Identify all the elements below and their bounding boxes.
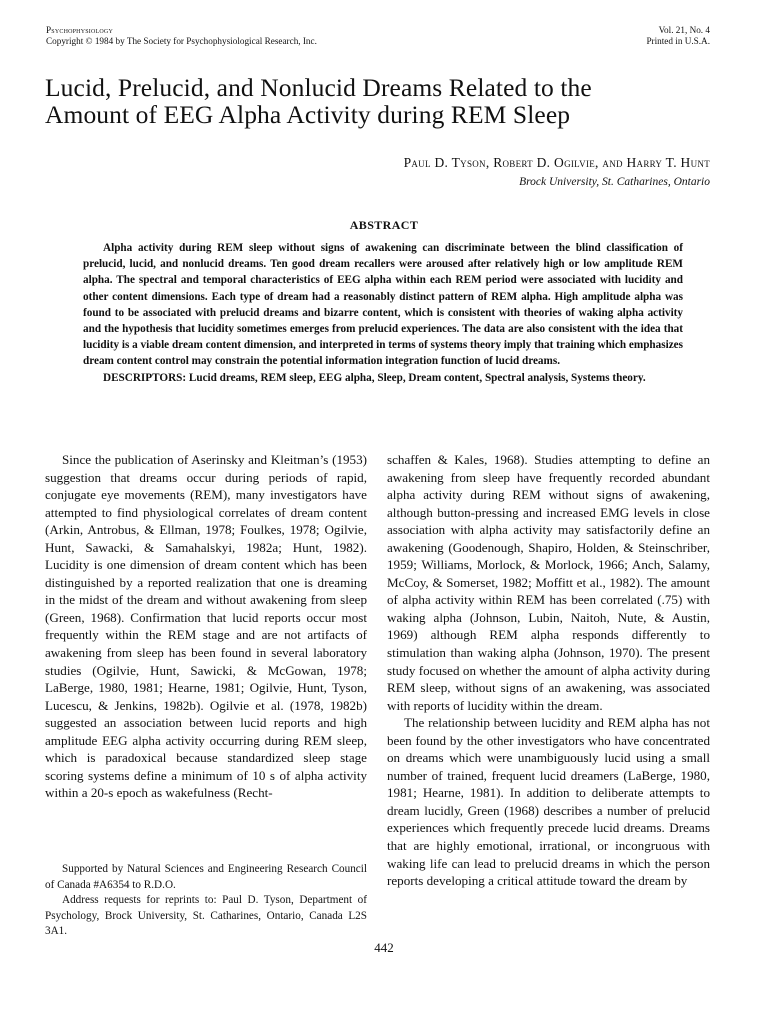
copyright-line: Copyright © 1984 by The Society for Psychophysiological Research, Inc.: [46, 36, 317, 46]
reprints-footnote: Address requests for reprints to: Paul D. Tyson, Department of Psychology, Brock University, St. Catharines, Ontario, Canada L2S 3A1.: [45, 894, 367, 938]
article-title: [45, 74, 735, 128]
abstract-body: Alpha activity during REM sleep without signs of awakening can discriminate between the blind classification of prelucid, lucid, and nonlucid dreams. Ten good dream recallers were aroused after relatively high or low amplitude REM alpha. The spectral and temporal characteristics of EEG alpha within each REM period were associated with lucidity and other content dimensions. Each type of dream had a reasonably distinct pattern of REM alpha. High amplitude alpha was found to be associated with prelucid dreams and bizarre content, which is consistent with theories of waking alpha activity and the hypothesis that lucidity sometimes emerges from prelucid experiences. The data are also consistent with the idea that lucidity is a viable dream content dimension, and interpreted in terms of systems theory imply that training which emphasizes dream content control may constrain the potential information integration function of lucid dreams.: [83, 242, 683, 368]
body-column-left: [45, 451, 367, 802]
body-paragraph: Since the publication of Aserinsky and Kleitman’s (1953) suggestion that dreams occur during periods of rapid, conjugate eye movements (REM), many investigators have attempted to find physiological correlates of dream content (Arkin, Antrobus, & Ellman, 1978; Foulkes, 1978; Ogilvie, Hunt, Sawacki, & Samahalskyi, 1982a; Hunt, 1982). Lucidity is one dimension of dream content which has been distinguished by a reported realization that one is dreaming in the midst of the dream and without awakening from sleep (Green, 1968). Confirmation that lucid reports occur most frequently within the REM stage and are not artifacts of awakening from sleep has been found in several laboratory studies (Ogilvie, Hunt, Sawicki, & McGowan, 1978; LaBerge, 1980, 1981; Hearne, 1981; Ogilvie, Hunt, Tyson, Lucescu, & Jenkins, 1982b). Ogilvie et al. (1978, 1982b) suggested an association between lucid reports and high amplitude EEG alpha activity occurring during REM sleep, which is paradoxical because standardized sleep stage scoring systems define a minimum of 10 s of alpha activity within a 20-s epoch as wakefulness (Recht-: [45, 452, 367, 801]
page-number: 442: [374, 940, 394, 955]
body-paragraph: The relationship between lucidity and REM alpha has not been found by the other investigators who have concentrated on dreams which were unambiguously lucid using a small number of trained, frequent lucid dreamers (LaBerge, 1980, 1981; Hearne, 1981). In addition to deliberate attempts to dream lucidly, Green (1968) describes a number of prelucid experiences which frequently precede lucid dreams. Dreams that are highly emotional, irrational, or incongruous with waking life can lead to prelucid dreams in which the person reports developing a critical attitude toward the dream by: [387, 715, 710, 889]
running-header-left: [46, 25, 317, 47]
volume-issue: Vol. 21, No. 4: [658, 25, 710, 35]
abstract: [83, 240, 683, 386]
journal-name: Psychophysiology: [46, 25, 113, 35]
body-column-right: [387, 451, 710, 890]
title-line-2: Amount of EEG Alpha Activity during REM Sleep: [45, 100, 571, 129]
funding-footnote: Supported by Natural Sciences and Engineering Research Council of Canada #A6354 to R.D.O.: [45, 863, 367, 891]
title-line-1: Lucid, Prelucid, and Nonlucid Dreams Related to the: [45, 73, 592, 102]
printed-in: Printed in U.S.A.: [646, 36, 710, 46]
author-list: Paul D. Tyson, Robert D. Ogilvie, and Harry T. Hunt: [403, 155, 710, 170]
abstract-descriptors: DESCRIPTORS: Lucid dreams, REM sleep, EEG alpha, Sleep, Dream content, Spectral analysis, Systems theory.: [103, 371, 646, 384]
body-paragraph-continued: schaffen & Kales, 1968). Studies attempting to define an awakening from sleep have frequently recorded abundant alpha activity during REM without signs of awakening, although button-pressing and increased EMG levels in close association with alpha activity may satisfactorily define an awakening (Goodenough, Shapiro, Holden, & Steinschriber, 1959; Williams, Morlock, & Morlock, 1966; Anch, Salamy, McCoy, & Somerset, 1982; Moffitt et al., 1982). The amount of alpha activity within REM has been correlated (.75) with waking alpha (Johnson, Lubin, Naitoh, Nute, & Austin, 1969) although REM alpha responds differently to stimulation than waking alpha (Johnson, 1970). The present study focused on whether the amount of alpha activity during REM sleep, without signs of an awakening, was associated with reports of lucidity within the dream.: [387, 452, 710, 713]
abstract-heading: ABSTRACT: [349, 218, 419, 232]
affiliation: Brock University, St. Catharines, Ontario: [519, 176, 710, 188]
running-header-right: [646, 25, 710, 47]
footnotes: [45, 862, 367, 940]
